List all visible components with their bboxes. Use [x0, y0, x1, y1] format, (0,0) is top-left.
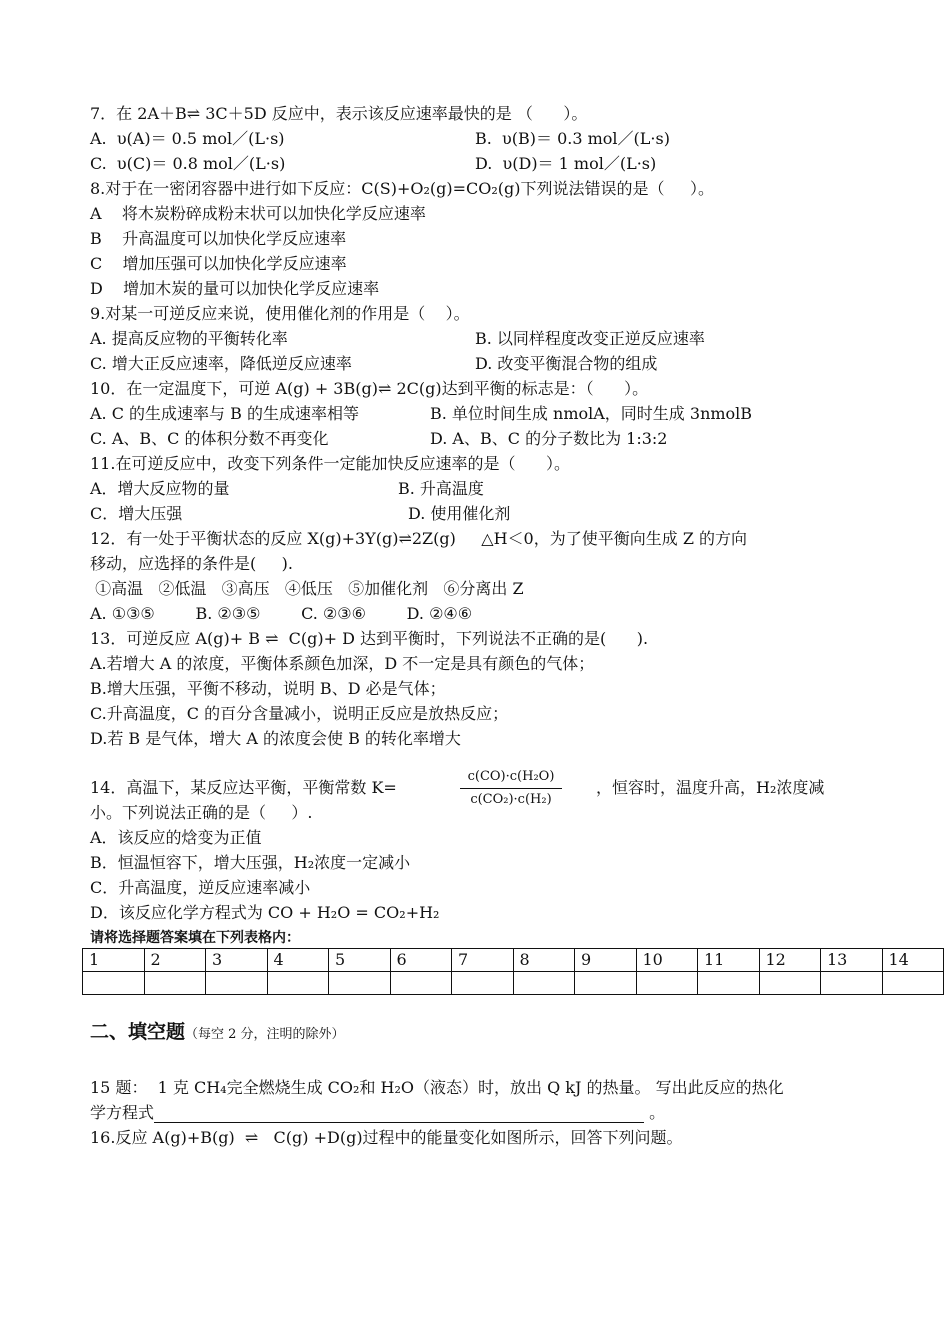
equilibrium-constant-fraction: [460, 768, 562, 809]
answer-header-row: [83, 949, 944, 972]
answer-cell[interactable]: [636, 972, 698, 995]
q8-option-c: C 增加压强可以加快化学反应速率: [90, 254, 347, 273]
q15-line2-suffix: 。: [644, 1103, 666, 1122]
answer-cell[interactable]: [882, 972, 944, 995]
q15-line2: [90, 1103, 665, 1123]
q13-option-c: C.升高温度，C 的百分含量减小，说明正反应是放热反应；: [90, 704, 509, 723]
q11-option-c: C．增大压强: [90, 504, 183, 523]
answer-cell[interactable]: [698, 972, 760, 995]
fraction-numerator: c(CO)·c(H₂O): [460, 768, 562, 789]
q16-line: 16.反应 A(g)+B(g) ⇌ C(g) +D(g)过程中的能量变化如图所示，回答下列问题。: [90, 1128, 683, 1147]
q13-option-a: A.若增大 A 的浓度，平衡体系颜色加深，D 不一定是具有颜色的气体；: [90, 654, 595, 673]
section-heading: [90, 1017, 345, 1044]
q9-option-b: B. 以同样程度改变正逆反应速率: [475, 329, 705, 348]
answer-col-number: 13: [821, 949, 883, 972]
q14-stem-line1-pre: 14．高温下，某反应达平衡，平衡常数 K=: [90, 778, 397, 797]
q11-option-d: D. 使用催化剂: [408, 504, 511, 523]
answer-col-number: 1: [83, 949, 145, 972]
q9-stem: 9.对某一可逆反应来说，使用催化剂的作用是（ ）。: [90, 304, 470, 323]
q14-option-a: A．该反应的焓变为正值: [90, 828, 262, 847]
q9-option-a: A. 提高反应物的平衡转化率: [90, 329, 288, 348]
q12-stem-line1: 12．有一处于平衡状态的反应 X(g)+3Y(g)⇌2Z(g) △H＜0，为了使平衡向生成 Z 的方向: [90, 529, 748, 548]
q15-line2-prefix: 学方程式: [90, 1103, 155, 1122]
answer-cell[interactable]: [329, 972, 391, 995]
answer-col-number: 14: [882, 949, 944, 972]
q14-option-b: B．恒温恒容下，增大压强，H₂浓度一定减小: [90, 853, 411, 872]
q7-option-a: A. υ(A)＝ 0.5 mol／(L·s): [90, 129, 285, 148]
q12-stem-line2: 移动，应选择的条件是( ).: [90, 554, 294, 573]
q8-option-b: B 升高温度可以加快化学反应速率: [90, 229, 347, 248]
q12-conditions: ①高温 ②低温 ③高压 ④低压 ⑤加催化剂 ⑥分离出 Z: [90, 579, 524, 598]
q11-option-a: A．增大反应物的量: [90, 479, 230, 498]
q7-option-d: D. υ(D)＝ 1 mol／(L·s): [475, 154, 657, 173]
answer-col-number: 10: [636, 949, 698, 972]
q14-option-d: D．该反应化学方程式为 CO + H₂O = CO₂+H₂: [90, 903, 440, 922]
answer-col-number: 12: [759, 949, 821, 972]
answer-cell[interactable]: [513, 972, 575, 995]
answer-col-number: 3: [206, 949, 268, 972]
q10-stem: 10．在一定温度下，可逆 A(g) + 3B(g)⇌ 2C(g)达到平衡的标志是：（ ）。: [90, 379, 649, 398]
q13-option-b: B.增大压强，平衡不移动，说明 B、D 必是气体；: [90, 679, 446, 698]
answer-col-number: 4: [267, 949, 329, 972]
q10-option-c: C. A、B、C 的体积分数不再变化: [90, 429, 329, 448]
answer-cell[interactable]: [267, 972, 329, 995]
q10-option-d: D. A、B、C 的分子数比为 1:3:2: [430, 429, 668, 448]
answer-col-number: 8: [513, 949, 575, 972]
answer-cell[interactable]: [144, 972, 206, 995]
q11-option-b: B. 升高温度: [398, 479, 484, 498]
q15-line1: 15 题： 1 克 CH₄完全燃烧生成 CO₂和 H₂O（液态）时，放出 Q kJ 的热量。 写出此反应的热化: [90, 1078, 784, 1097]
answer-col-number: 5: [329, 949, 391, 972]
answer-cell[interactable]: [452, 972, 514, 995]
answer-col-number: 2: [144, 949, 206, 972]
q13-stem: 13．可逆反应 A(g)+ B ⇌ C(g)+ D 达到平衡时，下列说法不正确的是( ).: [90, 629, 649, 648]
answer-input-row: [83, 972, 944, 995]
answer-cell[interactable]: [206, 972, 268, 995]
answer-cell[interactable]: [759, 972, 821, 995]
section-note: （每空 2 分，注明的除外）: [185, 1027, 345, 1042]
answer-blank[interactable]: [154, 1106, 644, 1123]
q10-option-a: A. C 的生成速率与 B 的生成速率相等: [90, 404, 359, 423]
answer-cell[interactable]: [821, 972, 883, 995]
answer-col-number: 6: [390, 949, 452, 972]
q7-stem: 7．在 2A＋B⇌ 3C＋5D 反应中，表示该反应速率最快的是 （ ）。: [90, 104, 588, 123]
q14-option-c: C．升高温度，逆反应速率减小: [90, 878, 311, 897]
q12-options: A. ①③⑤ B. ②③⑤ C. ②③⑥ D. ②④⑥: [90, 604, 473, 623]
section-title: 二、填空题: [90, 1021, 186, 1043]
answer-col-number: 7: [452, 949, 514, 972]
answer-cell[interactable]: [390, 972, 452, 995]
q7-option-b: B. υ(B)＝ 0.3 mol／(L·s): [475, 129, 670, 148]
answer-cell[interactable]: [83, 972, 145, 995]
q8-option-d: D 增加木炭的量可以加快化学反应速率: [90, 279, 380, 298]
answer-col-number: 11: [698, 949, 760, 972]
answer-table: [82, 948, 944, 995]
answer-cell[interactable]: [575, 972, 637, 995]
q8-stem: 8.对于在一密闭容器中进行如下反应：C(S)+O₂(g)=CO₂(g)下列说法错误的是（ ）。: [90, 179, 714, 198]
q13-option-d: D.若 B 是气体，增大 A 的浓度会使 B 的转化率增大: [90, 729, 461, 748]
q8-option-a: A 将木炭粉碎成粉末状可以加快化学反应速率: [90, 204, 426, 223]
q14-stem-line2: 小。下列说法正确的是（ ）.: [90, 803, 313, 822]
q11-stem: 11.在可逆反应中，改变下列条件一定能加快反应速率的是（ ）。: [90, 454, 570, 473]
q7-option-c: C. υ(C)＝ 0.8 mol／(L·s): [90, 154, 286, 173]
q10-option-b: B. 单位时间生成 nmolA，同时生成 3nmolB: [430, 404, 753, 423]
q14-stem-line1-post: ，恒容时，温度升高，H₂浓度减: [596, 778, 825, 797]
q9-option-c: C. 增大正反应速率，降低逆反应速率: [90, 354, 352, 373]
answer-col-number: 9: [575, 949, 637, 972]
fraction-denominator: c(CO₂)·c(H₂): [470, 792, 552, 807]
answer-table-prompt: 请将选择题答案填在下列表格内：: [90, 930, 300, 946]
q9-option-d: D. 改变平衡混合物的组成: [475, 354, 658, 373]
